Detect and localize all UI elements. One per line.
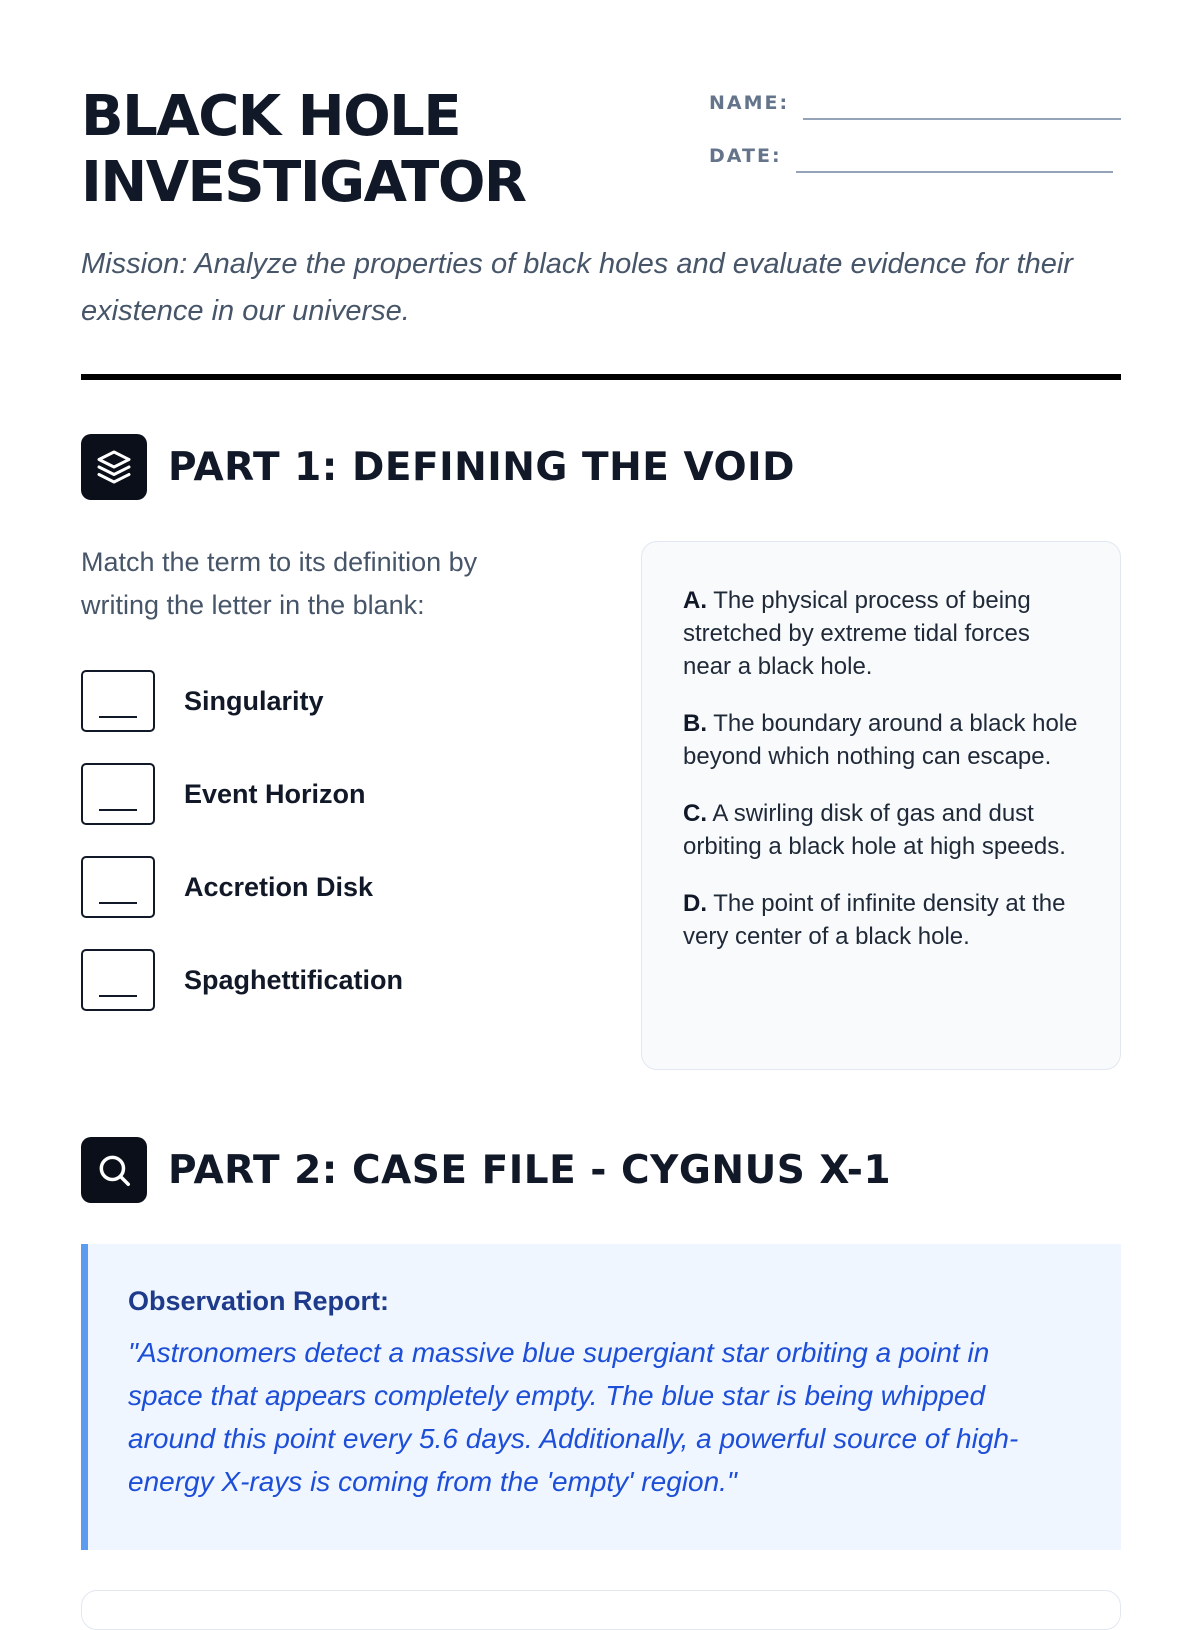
mission-statement: Mission: Analyze the properties of black holes and evaluate evidence for their existence in our universe. <box>81 248 1073 327</box>
definition-text: The point of infinite density at the very center of a black hole. <box>683 890 1066 950</box>
student-info <box>709 86 1121 192</box>
search-icon <box>81 1137 147 1203</box>
blank-underline <box>99 902 137 904</box>
term-list <box>81 668 601 1040</box>
term-row <box>81 761 601 827</box>
blank-underline <box>99 995 137 997</box>
name-field[interactable] <box>803 90 1121 120</box>
answer-blank[interactable] <box>81 763 155 825</box>
definition-item <box>683 584 1080 683</box>
page-title <box>81 84 641 216</box>
layers-icon <box>81 434 147 500</box>
term-label: Event Horizon <box>184 778 366 809</box>
blank-underline <box>99 716 137 718</box>
title-line-1: BLACK HOLE <box>81 84 461 149</box>
part1-header <box>81 434 795 500</box>
part2-title: PART 2: CASE FILE - CYGNUS X-1 <box>168 1147 892 1193</box>
definition-text: A swirling disk of gas and dust orbiting a black hole at high speeds. <box>683 800 1066 860</box>
observation-text: "Astronomers detect a massive blue supergiant star orbiting a point in space that appears completely empty. The blue star is being whipped around this point every 5.6 days. Additionally, a powerful source of high-energy X-rays is coming from the 'empty' region." <box>128 1337 1019 1497</box>
answer-blank[interactable] <box>81 856 155 918</box>
definitions-card <box>641 541 1121 1070</box>
answer-blank[interactable] <box>81 949 155 1011</box>
next-section-card <box>81 1590 1121 1630</box>
definition-item <box>683 887 1080 953</box>
observation-report <box>81 1244 1121 1550</box>
title-line-2: INVESTIGATOR <box>81 150 526 215</box>
definition-letter: C. <box>683 800 707 827</box>
term-row <box>81 668 601 734</box>
definition-text: The physical process of being stretched by extreme tidal forces near a black hole. <box>683 587 1031 680</box>
part1-title: PART 1: DEFINING THE VOID <box>168 444 795 490</box>
definition-item <box>683 707 1080 773</box>
answer-blank[interactable] <box>81 670 155 732</box>
date-label: DATE: <box>709 145 782 167</box>
definition-letter: A. <box>683 587 707 614</box>
definition-letter: B. <box>683 710 707 737</box>
worksheet-page <box>81 0 1121 1600</box>
date-row <box>709 139 1121 173</box>
term-label: Singularity <box>184 685 324 716</box>
header-divider <box>81 374 1121 380</box>
part1-instructions: Match the term to its definition by writing the letter in the blank: <box>81 547 478 620</box>
definition-item <box>683 797 1080 863</box>
term-label: Spaghettification <box>184 964 404 995</box>
observation-title: Observation Report: <box>128 1286 390 1316</box>
name-label: NAME: <box>709 92 790 114</box>
date-field[interactable] <box>796 143 1113 173</box>
definition-text: The boundary around a black hole beyond which nothing can escape. <box>683 710 1078 770</box>
name-row <box>709 86 1121 120</box>
term-row <box>81 854 601 920</box>
term-label: Accretion Disk <box>184 871 374 902</box>
term-row <box>81 947 601 1013</box>
part2-header <box>81 1137 891 1203</box>
definition-letter: D. <box>683 890 707 917</box>
blank-underline <box>99 809 137 811</box>
